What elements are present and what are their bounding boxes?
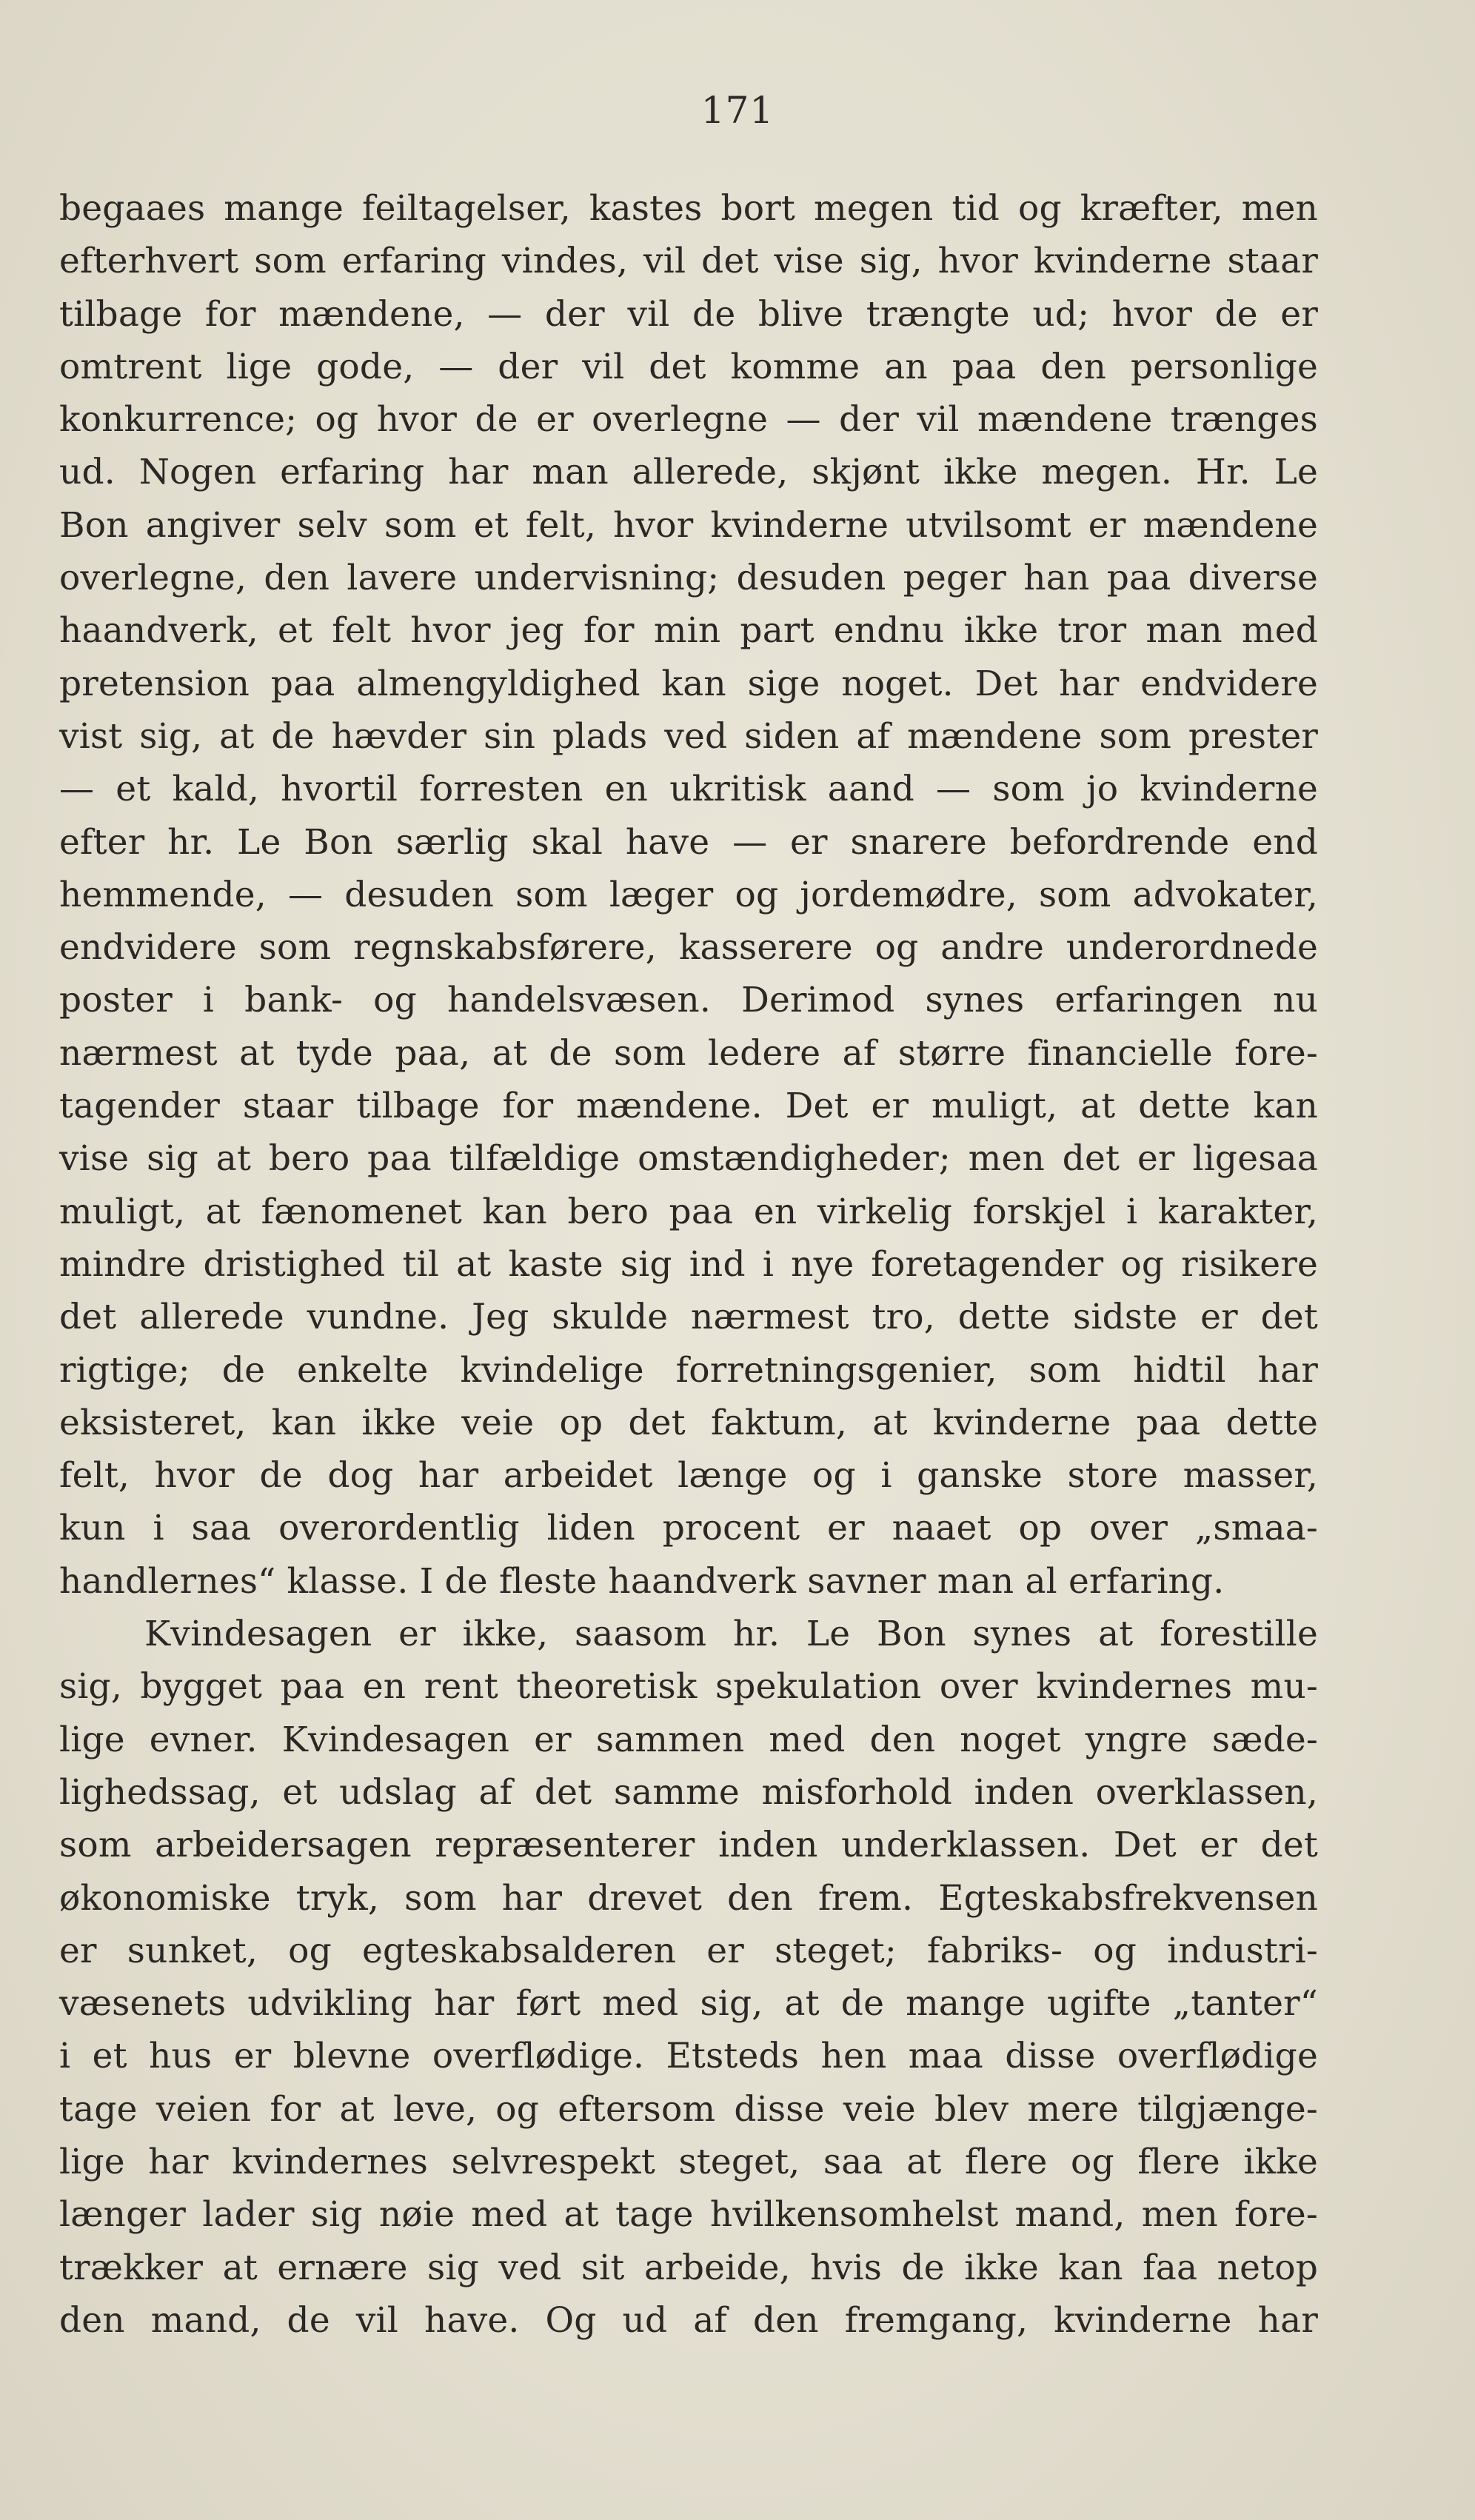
paragraph [59,1608,1318,2347]
text-line: det allerede vundne. Jeg skulde nærmest tro, dette sidste er det [59,1297,1318,1338]
text-line: rigtige; de enkelte kvindelige forretningsgenier, som hidtil har [59,1349,1318,1391]
text-line: trækker at ernære sig ved sit arbeide, hvis de ikke kan faa netop [59,2247,1318,2288]
text-line: begaaes mange feiltagelser, kastes bort megen tid og kræfter, men [59,188,1318,229]
text-line: Bon angiver selv som et felt, hvor kvinderne utvilsomt er mændene [59,504,1318,546]
text-line: hemmende, — desuden som læger og jordemødre, som advokater, [59,874,1318,915]
text-line: kun i saa overordentlig liden procent er naaet op over „smaa- [59,1508,1318,1549]
text-line: omtrent lige gode, — der vil det komme an paa den personlige [59,346,1318,387]
text-line: tilbage for mændene, — der vil de blive trængte ud; hvor de er [59,293,1318,335]
text-line: lighedssag, et udslag af det samme misforhold inden overklassen, [59,1771,1318,1813]
text-line: haandverk, et felt hvor jeg for min part endnu ikke tror man med [59,610,1318,652]
text-line: tage veien for at leve, og eftersom disse veie blev mere tilgjænge- [59,2088,1318,2130]
text-line: endvidere som regnskabsførere, kasserere og andre underordnede [59,927,1318,969]
text-line: sig, bygget paa en rent theoretisk spekulation over kvindernes mu- [59,1666,1318,1708]
text-line: ud. Nogen erfaring har man allerede, skjønt ikke megen. Hr. Le [59,452,1318,493]
text-line: overlegne, den lavere undervisning; desuden peger han paa diverse [59,558,1318,599]
text-line: længer lader sig nøie med at tage hvilkensomhelst mand, men fore- [59,2194,1318,2236]
text-line: felt, hvor de dog har arbeidet længe og i ganske store masser, [59,1455,1318,1497]
text-line: muligt, at fænomenet kan bero paa en virkelig forskjel i karakter, [59,1191,1318,1232]
text-line: eksisteret, kan ikke veie op det faktum, at kvinderne paa dette [59,1402,1318,1443]
text-line: vist sig, at de hævder sin plads ved siden af mændene som prester [59,715,1318,757]
text-line: tagender staar tilbage for mændene. Det er muligt, at dette kan [59,1086,1318,1127]
text-line: lige har kvindernes selvrespekt steget, saa at flere og flere ikke [59,2141,1318,2182]
text-line: i et hus er blevne overflødige. Etsteds hen maa disse overflødige [59,2036,1318,2077]
text-line: økonomiske tryk, som har drevet den frem. Egteskabsfrekvensen [59,1877,1318,1919]
text-line: Kvindesagen er ikke, saasom hr. Le Bon synes at forestille [144,1614,1318,1655]
text-line: poster i bank- og handelsvæsen. Derimod synes erfaringen nu [59,980,1318,1021]
text-line: konkurrence; og hvor de er overlegne — der vil mændene trænges [59,399,1318,441]
page-number: 171 [700,89,775,132]
text-line: efter hr. Le Bon særlig skal have — er snarere befordrende end [59,821,1318,863]
text-line: vise sig at bero paa tilfældige omstændigheder; men det er ligesaa [59,1138,1318,1180]
text-line: handlernes“ klasse. I de fleste haandverk savner man al erfaring. [59,1560,1225,1602]
text-line: efterhvert som erfaring vindes, vil det vise sig, hvor kvinderne staar [59,241,1318,282]
text-line: lige evner. Kvindesagen er sammen med den noget yngre sæde- [59,1719,1318,1760]
text-line: mindre dristighed til at kaste sig ind i nye foretagender og risikere [59,1243,1318,1285]
paragraph [59,182,1318,1608]
text-line: den mand, de vil have. Og ud af den fremgang, kvinderne har [59,2299,1318,2341]
text-line: — et kald, hvortil forresten en ukritisk aand — som jo kvinderne [59,769,1318,810]
text-line: pretension paa almengyldighed kan sige noget. Det har endvidere [59,663,1318,704]
body-text [59,182,1318,2347]
text-line: nærmest at tyde paa, at de som ledere af større financielle fore- [59,1032,1318,1074]
text-line: som arbeidersagen repræsenterer inden underklassen. Det er det [59,1825,1318,1866]
text-line: væsenets udvikling har ført med sig, at de mange ugifte „tanter“ [59,1983,1318,2025]
text-line: er sunket, og egteskabsalderen er steget; fabriks- og industri- [59,1930,1318,1971]
